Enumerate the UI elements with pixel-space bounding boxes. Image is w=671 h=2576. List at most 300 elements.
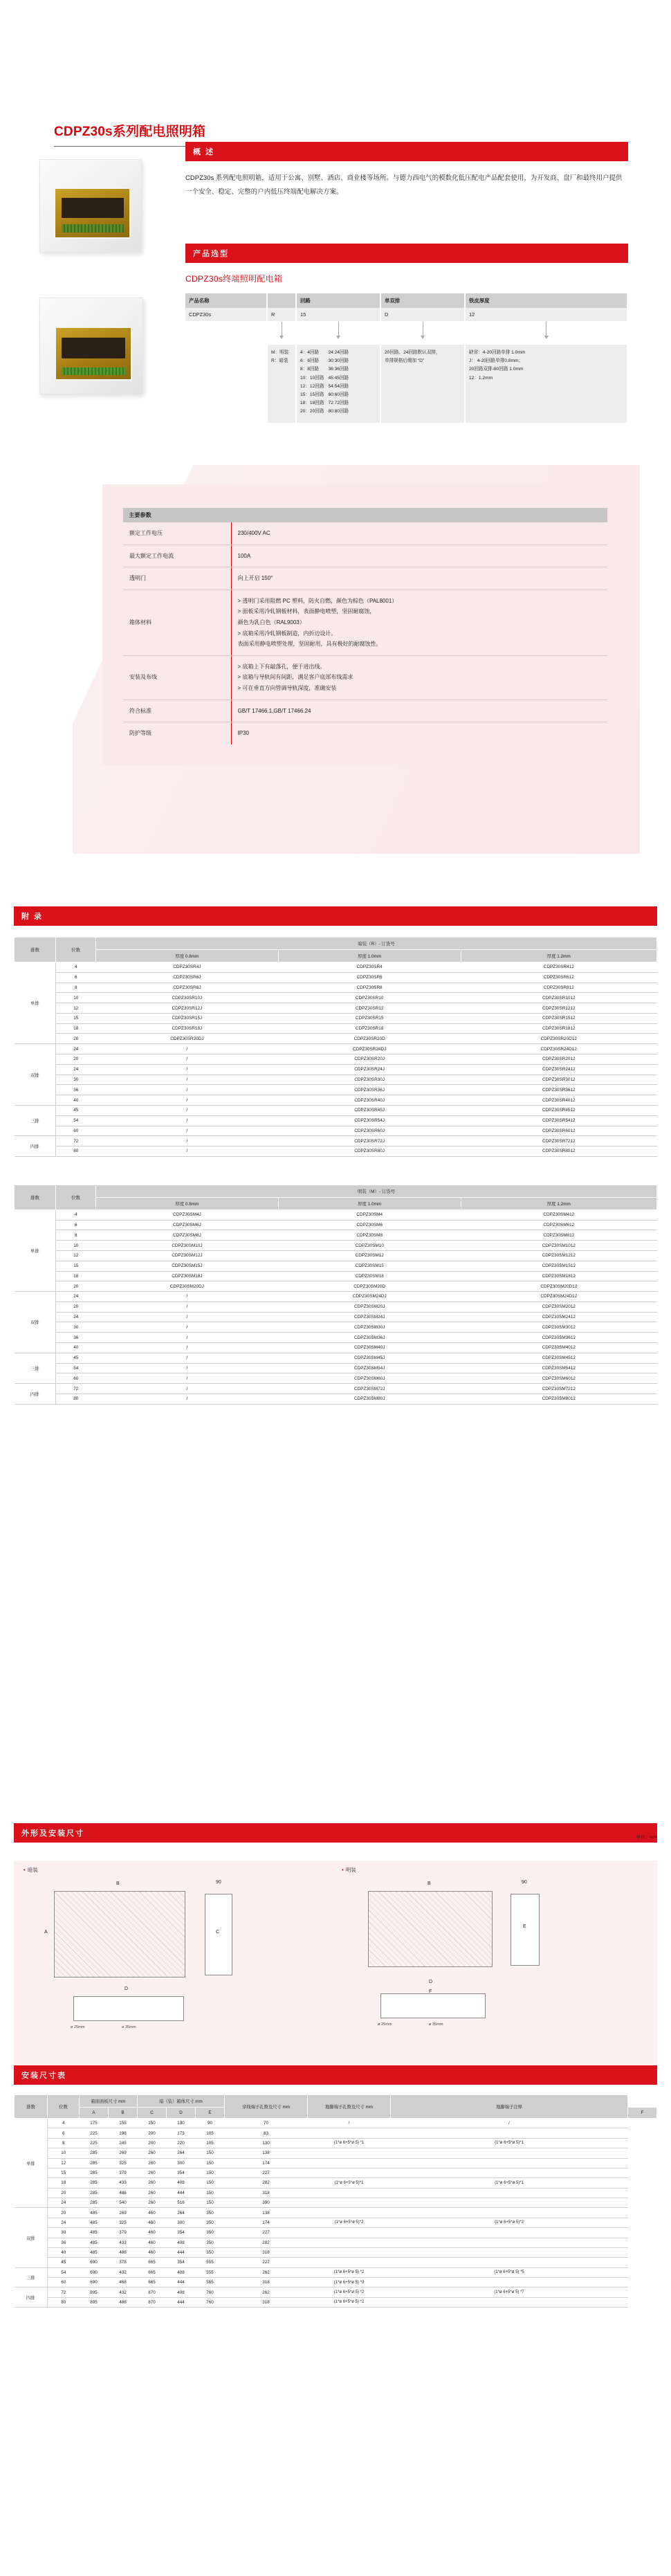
install-top-holes: (1*ø 6+5*ø 5) *2 — [308, 2267, 391, 2277]
install-th-dim-A: A — [80, 2108, 109, 2119]
sel-th-2: 回路 — [296, 293, 380, 308]
dim-label-A: A — [44, 1930, 48, 1935]
models-code-08: CDPZ30SM18J — [96, 1271, 279, 1281]
models-code-08: / — [96, 1085, 279, 1095]
sel-th-4: 铁皮厚度 — [465, 293, 627, 308]
models-code-12: CDPZ30SM2412 — [461, 1312, 656, 1322]
table-row — [15, 983, 657, 993]
install-cell-2: 468 — [109, 2278, 138, 2287]
models-th-slots: 位数 — [56, 1185, 96, 1209]
install-cell-0: 36 — [48, 2238, 80, 2247]
table-row — [15, 2168, 657, 2177]
models-code-10: CDPZ30SM12 — [278, 1250, 461, 1261]
box-transparent-door — [54, 188, 131, 239]
dim-label-depth-right: 90 — [522, 1880, 527, 1885]
models-code-12: CDPZ30SM4512 — [461, 1353, 656, 1363]
install-cell-1: 485 — [80, 2218, 109, 2227]
install-th-outer: 箱面面板尺寸 mm — [80, 2095, 138, 2108]
install-cell-0: 80 — [48, 2297, 80, 2307]
appendix-bar: 附 录 — [14, 906, 657, 926]
models-code-10: CDPZ30SM30J — [278, 1322, 461, 1333]
install-th-bottom: 地脚端子孔数及尺寸 mm — [308, 2095, 391, 2119]
table-row — [15, 1044, 657, 1054]
table-row — [15, 1241, 657, 1251]
models-code-12: CDPZ30SM1012 — [461, 1241, 656, 1251]
install-cell-1: 175 — [80, 2119, 109, 2128]
models-slots: 10 — [56, 993, 96, 1003]
box-open-terminal-rail — [62, 367, 125, 375]
unit-row — [14, 1835, 657, 1852]
models-slots: 24 — [56, 1044, 96, 1054]
models-code-12: CDPZ30SR2412 — [461, 1064, 656, 1075]
models-slots: 24 — [56, 1064, 96, 1075]
install-cell-1: 485 — [80, 2208, 109, 2218]
models-code-08: / — [96, 1394, 279, 1404]
table-row — [15, 1095, 657, 1106]
install-cell-4: 516 — [167, 2198, 196, 2208]
way-r-0: 24:24回路 — [328, 350, 349, 355]
table-row — [15, 1363, 657, 1373]
install-cell-4: 444 — [167, 2278, 196, 2287]
models-header-row-2 — [15, 1197, 657, 1209]
models-code-12: CDPZ30SM1512 — [461, 1261, 656, 1271]
models-code-08: / — [96, 1384, 279, 1394]
arrow-down-icon — [338, 322, 339, 338]
table-row — [15, 962, 657, 973]
models-slots: 15 — [56, 1013, 96, 1023]
dim-label-E: E — [523, 1924, 526, 1929]
models-slots: 20 — [56, 1034, 96, 1044]
way-r-5: 60:60回路 — [328, 392, 349, 397]
sel-val-1: R — [267, 308, 296, 321]
table-row — [15, 2238, 657, 2247]
install-cell-3: 260 — [138, 2178, 167, 2188]
install-cell-4: 220 — [167, 2138, 196, 2148]
selection-bar: 产品选型 — [185, 244, 628, 263]
install-top-holes — [308, 2148, 391, 2158]
models-group-name: 四排 — [15, 1384, 56, 1405]
models-code-12: CDPZ30SR20D12 — [461, 1034, 656, 1044]
install-cell-4: 444 — [167, 2297, 196, 2307]
install-cell-5: 555 — [196, 2258, 225, 2267]
table-row — [15, 1271, 657, 1281]
mount-opt-1: R：暗装 — [271, 358, 288, 364]
sel-arrow-spacer — [185, 321, 267, 345]
models-code-12: CDPZ30SR2012 — [461, 1054, 656, 1065]
table-row — [15, 993, 657, 1003]
models-code-10: CDPZ30SM10 — [278, 1241, 461, 1251]
table-row — [15, 1343, 657, 1353]
table-row — [15, 2188, 657, 2198]
install-cell-6: 174 — [225, 2218, 308, 2227]
models-slots: 45 — [56, 1105, 96, 1115]
sel-val-0: CDPZ30s — [185, 308, 267, 321]
install-cell-3: 200 — [138, 2128, 167, 2138]
install-cell-1: 285 — [80, 2188, 109, 2198]
way-l-7: 20：20回路 — [300, 409, 324, 414]
table-row — [15, 2297, 657, 2307]
models-code-10: CDPZ30SR15 — [278, 1013, 461, 1023]
models-code-12: CDPZ30SM20D12 — [461, 1281, 656, 1292]
install-table-container — [14, 2094, 657, 2308]
page-title: CDPZ30s系列配电照明箱 — [54, 125, 206, 139]
install-cell-1: 485 — [80, 2228, 109, 2238]
models-code-12: CDPZ30SR1212 — [461, 1003, 656, 1014]
install-th-dim-B: B — [109, 2108, 138, 2119]
models-slots: 72 — [56, 1384, 96, 1394]
models-code-08: CDPZ30SR8J — [96, 983, 279, 993]
install-th-note: 地脚端子注释 — [391, 2095, 628, 2119]
param-value — [231, 567, 607, 590]
models-code-08: CDPZ30SM10J — [96, 1241, 279, 1251]
distribution-box-image — [39, 159, 142, 253]
table-row — [15, 2258, 657, 2267]
install-cell-6: 262 — [225, 2287, 308, 2297]
install-cell-2: 325 — [109, 2158, 138, 2168]
sel-desc-thickness — [465, 345, 627, 423]
install-top-holes — [308, 2128, 391, 2138]
install-cell-6: 70 — [225, 2119, 308, 2128]
param-key: 防护等级 — [123, 722, 231, 745]
models-slots: 54 — [56, 1363, 96, 1373]
install-th-rows: 排数 — [15, 2095, 48, 2119]
install-cell-4: 300 — [167, 2218, 196, 2227]
models-code-08: / — [96, 1343, 279, 1353]
table-row — [15, 2138, 657, 2148]
table-row — [15, 1054, 657, 1065]
models-code-08: CDPZ30SR12J — [96, 1003, 279, 1014]
models-code-10: CDPZ30SR54J — [278, 1115, 461, 1126]
install-cell-1: 895 — [80, 2297, 109, 2307]
install-cell-0: 15 — [48, 2168, 80, 2177]
install-cell-5: 760 — [196, 2287, 225, 2297]
flush-base-box-drawing — [73, 1996, 184, 2021]
models-group-name: 双排 — [15, 1044, 56, 1106]
install-cell-0: 45 — [48, 2258, 80, 2267]
models-code-12: CDPZ30SM412 — [461, 1209, 656, 1220]
param-key: 透明门 — [123, 567, 231, 590]
install-top-holes — [308, 2238, 391, 2247]
models-code-12: CDPZ30SM812 — [461, 1230, 656, 1241]
install-cell-2: 245 — [109, 2138, 138, 2148]
models-code-12: CDPZ30SR3612 — [461, 1085, 656, 1095]
param-value — [231, 590, 607, 655]
install-cell-5: 350 — [196, 2238, 225, 2247]
install-cell-5: 555 — [196, 2278, 225, 2287]
models-slots: 6 — [56, 972, 96, 983]
install-cell-3: 260 — [138, 2198, 167, 2208]
models-code-10: CDPZ30SM40J — [278, 1343, 461, 1353]
dim-label-C: C — [216, 1930, 220, 1935]
dimensions-bar: 外形及安装尺寸 — [14, 1823, 657, 1843]
selection-arrow-row — [185, 321, 627, 345]
install-cell-1: 690 — [80, 2267, 109, 2277]
models-slots: 6 — [56, 1220, 96, 1230]
selection-table — [185, 293, 628, 423]
hole-note-25-left: ø 25mm — [71, 2025, 85, 2029]
install-group-name: 三排 — [15, 2267, 48, 2287]
models-group-name: 四排 — [15, 1136, 56, 1157]
way-l-0: 4：4回路 — [300, 350, 320, 355]
way-r-1: 30:30回路 — [328, 358, 349, 364]
install-cell-2: 486 — [109, 2247, 138, 2257]
table-row — [15, 1209, 657, 1220]
param-value — [231, 700, 607, 722]
models-th-rows: 排数 — [15, 1185, 56, 1209]
install-cell-5: 105 — [196, 2128, 225, 2138]
install-bottom-note — [391, 2158, 628, 2168]
models-code-08: / — [96, 1292, 279, 1302]
install-cell-0: 54 — [48, 2267, 80, 2277]
install-cell-4: 300 — [167, 2158, 196, 2168]
install-bottom-note — [391, 2297, 628, 2307]
install-bottom-note — [391, 2128, 628, 2138]
models-slots: 45 — [56, 1353, 96, 1363]
param-line: IP30 — [237, 730, 249, 737]
models-code-10: CDPZ30SR40J — [278, 1095, 461, 1106]
bullet-icon: • — [342, 1867, 344, 1873]
models-code-12: CDPZ30SM6012 — [461, 1373, 656, 1384]
install-bottom-note: (1*ø 6+5*ø 5)*1 — [391, 2138, 628, 2148]
param-row — [123, 700, 607, 722]
install-cell-4: 354 — [167, 2168, 196, 2177]
table-row — [15, 1250, 657, 1261]
install-cell-3: 460 — [138, 2238, 167, 2247]
table-row — [15, 1013, 657, 1023]
table-row — [15, 2247, 657, 2257]
install-cell-6: 282 — [225, 2238, 308, 2247]
thick-3: 12：1.2mm — [469, 375, 493, 381]
selection-desc-row — [185, 345, 627, 423]
install-cell-6: 138 — [225, 2208, 308, 2218]
models-slots: 72 — [56, 1136, 96, 1147]
models-code-08: / — [96, 1095, 279, 1106]
models-code-10: CDPZ30SR30J — [278, 1075, 461, 1085]
install-cell-2: 155 — [109, 2119, 138, 2128]
param-line: 230/400V AC — [237, 530, 270, 536]
models-slots: 60 — [56, 1126, 96, 1136]
models-code-12: CDPZ30SM7212 — [461, 1384, 656, 1394]
install-cell-1: 690 — [80, 2278, 109, 2287]
dim-label-D-right: D — [429, 1980, 433, 1984]
param-line: 颜色为乳白色（RAL9003） — [237, 619, 305, 625]
mount-opt-0: M：明装 — [271, 350, 289, 355]
models-code-12: CDPZ30SR1012 — [461, 993, 656, 1003]
param-key: 符合标准 — [123, 700, 231, 722]
models-th-col-1: 厚度 1.0mm — [278, 1197, 461, 1209]
install-cell-3: 870 — [138, 2287, 167, 2297]
table-row — [15, 2198, 657, 2208]
models-code-10: CDPZ30SM18 — [278, 1271, 461, 1281]
models-code-10: CDPZ30SR10 — [278, 993, 461, 1003]
install-group-name: 单排 — [15, 2119, 48, 2208]
models-code-12: CDPZ30SR8012 — [461, 1147, 656, 1157]
bullet-icon: • — [24, 1867, 26, 1873]
install-cell-3: 260 — [138, 2158, 167, 2168]
params-body — [123, 522, 607, 745]
rowtype-0: 20回路、24回路默认双排， — [385, 350, 441, 355]
models-th-col-2: 厚度 1.2mm — [461, 1197, 656, 1209]
models-th-col-0: 厚度 0.8mm — [96, 1197, 279, 1209]
models-slots: 60 — [56, 1373, 96, 1384]
models-code-10: CDPZ30SR20J — [278, 1054, 461, 1065]
install-cell-6: 227 — [225, 2228, 308, 2238]
models-slots: 12 — [56, 1250, 96, 1261]
overview-section — [185, 142, 628, 199]
way-r-2: 36:36回路 — [328, 367, 349, 372]
models-code-10: CDPZ30SR8 — [278, 983, 461, 993]
models-code-08: CDPZ30SR20DJ — [96, 1034, 279, 1044]
install-cell-4: 408 — [167, 2267, 196, 2277]
install-cell-4: 408 — [167, 2287, 196, 2297]
table-row — [15, 2287, 657, 2297]
dimensions-section — [14, 1823, 657, 2068]
install-cell-6: 130 — [225, 2138, 308, 2148]
ways-columns — [300, 349, 376, 417]
product-photo-open-door — [39, 298, 143, 394]
install-top-holes — [308, 2168, 391, 2177]
install-cell-5: 350 — [196, 2247, 225, 2257]
models-slots: 80 — [56, 1147, 96, 1157]
install-bottom-note: (1*ø 6+5*ø 5) *5 — [391, 2267, 628, 2277]
table-spacer — [14, 1157, 657, 1173]
models-header-row-1 — [15, 1185, 657, 1197]
sel-val-3: D — [380, 308, 465, 321]
sel-desc-ways — [296, 345, 380, 423]
models-code-08: CDPZ30SR15J — [96, 1013, 279, 1023]
install-cell-3: 260 — [138, 2188, 167, 2198]
install-cell-0: 72 — [48, 2287, 80, 2297]
models-code-08: / — [96, 1064, 279, 1075]
thick-1: J： 4-20回路单排0.8mm； — [469, 358, 524, 364]
install-cell-2: 325 — [109, 2218, 138, 2227]
models-th-group: 暗装（R）- 订货号 — [96, 938, 657, 950]
install-top-holes: (1*ø 6+5*ø 5) *2 — [308, 2287, 391, 2297]
models-slots: 8 — [56, 1230, 96, 1241]
install-cell-2: 432 — [109, 2287, 138, 2297]
install-top-holes: (1*ø 6+5*ø 5)*1 — [308, 2178, 391, 2188]
selection-value-row — [185, 308, 627, 321]
overview-bar: 概 述 — [185, 142, 628, 161]
sel-arrow-2 — [296, 321, 380, 345]
hole-note-35-left: ø 35mm — [122, 2025, 136, 2029]
models-code-08: / — [96, 1301, 279, 1312]
models-code-12: CDPZ30SM1212 — [461, 1250, 656, 1261]
install-cell-2: 379 — [109, 2228, 138, 2238]
install-cell-3: 460 — [138, 2228, 167, 2238]
install-cell-4: 408 — [167, 2178, 196, 2188]
models-code-12: CDPZ30SR1512 — [461, 1013, 656, 1023]
table-row — [15, 2208, 657, 2218]
appendix-section — [14, 906, 657, 1405]
install-cell-3: 200 — [138, 2138, 167, 2148]
models-code-10: CDPZ30SR72J — [278, 1136, 461, 1147]
param-line: > 底箱与导轨间有间距，满足客户底部布线需求 — [237, 674, 353, 681]
install-cell-6: 83 — [225, 2128, 308, 2138]
table-row — [15, 2178, 657, 2188]
install-cell-0: 24 — [48, 2218, 80, 2227]
param-value — [231, 522, 607, 545]
way-l-6: 18：18回路 — [300, 401, 324, 406]
install-cell-4: 354 — [167, 2228, 196, 2238]
models-code-08: CDPZ30SM8J — [96, 1230, 279, 1241]
param-row — [123, 590, 607, 655]
product-photo-flush-mount — [39, 159, 142, 253]
models-code-08: CDPZ30SR6J — [96, 972, 279, 983]
right-drawing-title: • 明装 — [342, 1867, 356, 1873]
install-bottom-note — [391, 2208, 628, 2218]
install-cell-2: 269 — [109, 2148, 138, 2158]
models-th-rows: 排数 — [15, 938, 56, 962]
models-code-12: CDPZ30SR412 — [461, 962, 656, 973]
install-cell-1: 225 — [80, 2128, 109, 2138]
dim-label-B: B — [116, 1881, 120, 1886]
models-code-12: CDPZ30SM3012 — [461, 1322, 656, 1333]
models-table-recessed-container — [14, 937, 657, 1157]
models-group-name: 单排 — [15, 962, 56, 1044]
overview-text: CDPZ30s 系列配电照明箱，适用于公寓、别墅、酒店、商业楼等场所。与德力西电气的模数化低压配电产品配套使用，为开发商、盘厂和最终用户提供一个安全、稳定、完整的户内低压终端配电解决方案。 — [185, 174, 623, 195]
install-bottom-note: (1*ø 6+5*ø 5) *7 — [391, 2287, 628, 2297]
install-cell-5: 90 — [196, 2119, 225, 2128]
models-code-12: CDPZ30SR4512 — [461, 1105, 656, 1115]
models-code-10: CDPZ30SM36J — [278, 1333, 461, 1343]
box-open-breaker-slot — [62, 338, 125, 359]
table-row — [15, 1384, 657, 1394]
models-code-08: / — [96, 1333, 279, 1343]
models-code-10: CDPZ30SM80J — [278, 1394, 461, 1404]
models-code-08: / — [96, 1054, 279, 1065]
install-cell-1: 225 — [80, 2138, 109, 2148]
selection-subtitle: CDPZ30s终端照明配电箱 — [185, 274, 283, 284]
table-row — [15, 1003, 657, 1014]
models-code-08: CDPZ30SR18J — [96, 1023, 279, 1034]
surface-front-panel-drawing — [368, 1891, 493, 1967]
models-code-10: CDPZ30SM6 — [278, 1220, 461, 1230]
models-code-10: CDPZ30SR80J — [278, 1147, 461, 1157]
install-top-holes — [308, 2188, 391, 2198]
models-code-10: CDPZ30SM4 — [278, 1209, 461, 1220]
models-slots: 36 — [56, 1085, 96, 1095]
install-bottom-note — [391, 2198, 628, 2208]
install-top-holes — [308, 2198, 391, 2208]
install-cell-0: 30 — [48, 2228, 80, 2238]
unit-note: 单位：mm — [636, 1835, 657, 1840]
param-line: > 可在垂直方向管调导轨深度，准确安装 — [237, 684, 337, 691]
way-r-4: 54:54回路 — [328, 383, 349, 389]
install-bottom-note — [391, 2168, 628, 2177]
install-bottom-note — [391, 2228, 628, 2238]
flush-front-panel-drawing — [54, 1891, 185, 1977]
install-top-holes — [308, 2208, 391, 2218]
install-top-holes: (1*ø 6+5*ø 5) *1 — [308, 2138, 391, 2148]
table-row — [15, 2278, 657, 2287]
way-l-4: 12：12回路 — [300, 383, 324, 389]
models-table-surface-container — [14, 1185, 657, 1405]
table-row — [15, 2228, 657, 2238]
install-cell-2: 269 — [109, 2208, 138, 2218]
install-bottom-note: / — [391, 2119, 628, 2128]
install-cell-5: 150 — [196, 2188, 225, 2198]
models-code-10: CDPZ30SR36J — [278, 1085, 461, 1095]
install-cell-6: 227 — [225, 2168, 308, 2177]
table-row — [15, 972, 657, 983]
install-cell-5: 105 — [196, 2138, 225, 2148]
install-top-holes — [308, 2158, 391, 2168]
way-r-3: 45:45回路 — [328, 375, 349, 381]
install-bottom-note — [391, 2188, 628, 2198]
install-bottom-note — [391, 2278, 628, 2287]
models-group-name: 单排 — [15, 1209, 56, 1291]
